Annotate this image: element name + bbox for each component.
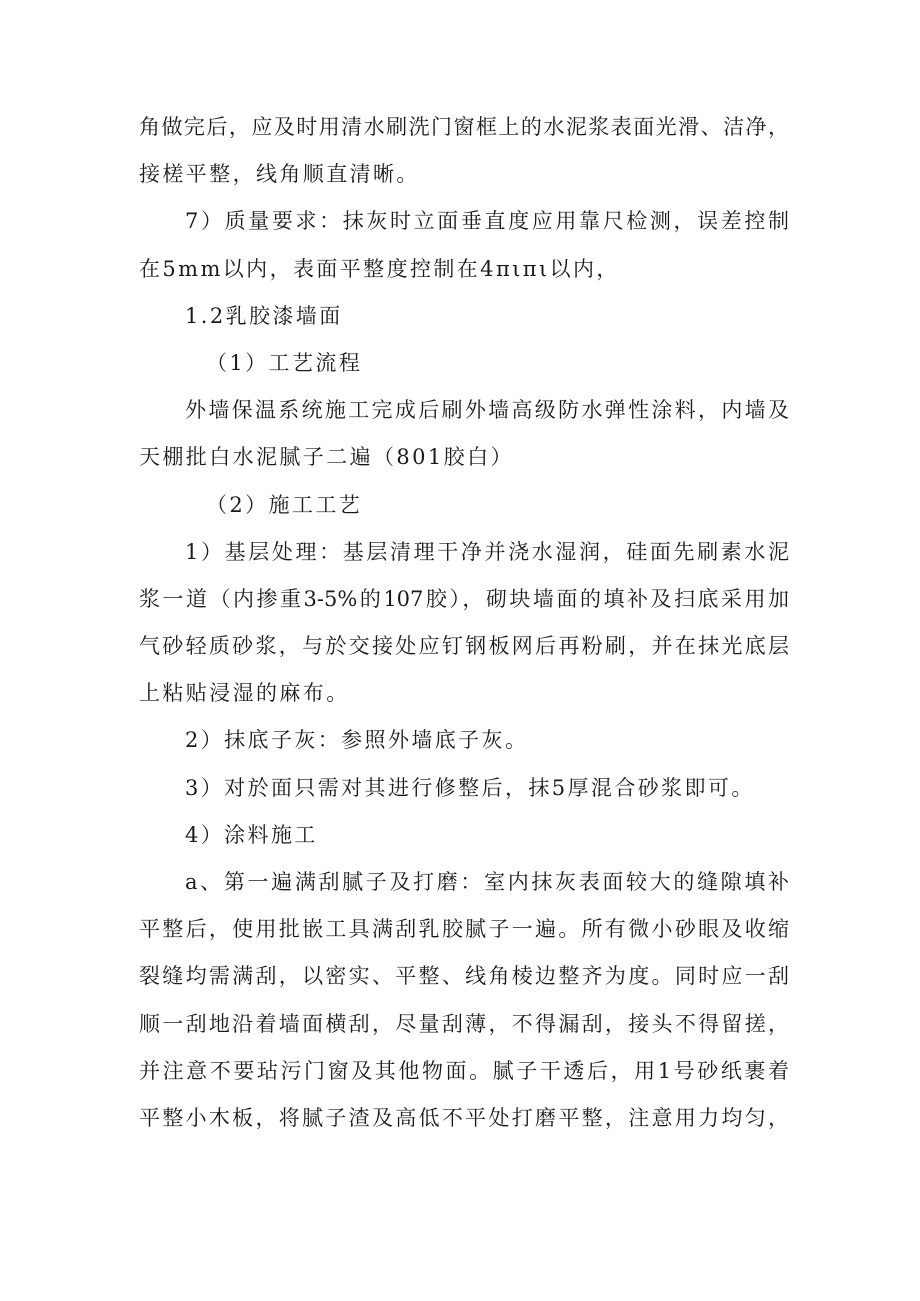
text-line: 并注意不要玷污门窗及其他物面。腻子干透后，用1号砂纸裹着 — [139, 1058, 789, 1083]
text-line: 顺一刮地沿着墙面横刮，尽量刮薄，不得漏刮，接头不得留搓， — [139, 1011, 789, 1036]
text-line: 天棚批白水泥腻子二遍（801胶白） — [139, 445, 514, 470]
text-line: 浆一道（内掺重3-5%的107胶），砌块墙面的填补及扫底采用加 — [139, 586, 789, 611]
text-line: a、第一遍满刮腻子及打磨：室内抹灰表面较大的缝隙填补 — [185, 870, 789, 894]
text-line: 在5mm以内，表面平整度控制在4πιπι以内， — [139, 256, 620, 281]
text-line: 角做完后，应及时用清水刷洗门窗框上的水泥浆表面光滑、洁净， — [139, 115, 789, 139]
text-line: 1）基层处理：基层清理干净并浇水湿润，硅面先刷素水泥 — [185, 539, 789, 564]
text-line: 2）抹底子灰：参照外墙底子灰。 — [185, 728, 529, 753]
text-line: 上粘贴浸湿的麻布。 — [139, 681, 350, 706]
document-body — [139, 104, 789, 1142]
text-line: 气砂轻质砂浆，与於交接处应钉钢板网后再粉刷，并在抹光底层 — [139, 634, 789, 659]
text-line: 平整后，使用批嵌工具满刮乳胶腻子一遍。所有微小砂眼及收缩 — [139, 917, 789, 942]
text-line: 外墙保温系统施工完成后刷外墙高级防水弹性涂料，内墙及 — [185, 398, 789, 423]
text-line: 裂缝均需满刮，以密实、平整、线角棱边整齐为度。同时应一刮 — [139, 964, 789, 989]
subsection-heading: （1）工艺流程 — [206, 350, 363, 375]
text-line: 4）涂料施工 — [185, 822, 318, 847]
section-heading: 1.2乳胶漆墙面 — [185, 303, 343, 328]
text-line: 平整小木板，将腻子渣及高低不平处打磨平整，注意用力均匀， — [139, 1105, 789, 1130]
text-line: 接槎平整，线角顺直清晰。 — [139, 162, 420, 187]
subsection-heading: （2）施工工艺 — [206, 492, 363, 517]
text-line: 3）对於面只需对其进行修整后，抹5厚混合砂浆即可。 — [185, 775, 755, 800]
text-line: 7）质量要求：抹灰时立面垂直度应用靠尺检测，误差控制 — [185, 209, 789, 234]
